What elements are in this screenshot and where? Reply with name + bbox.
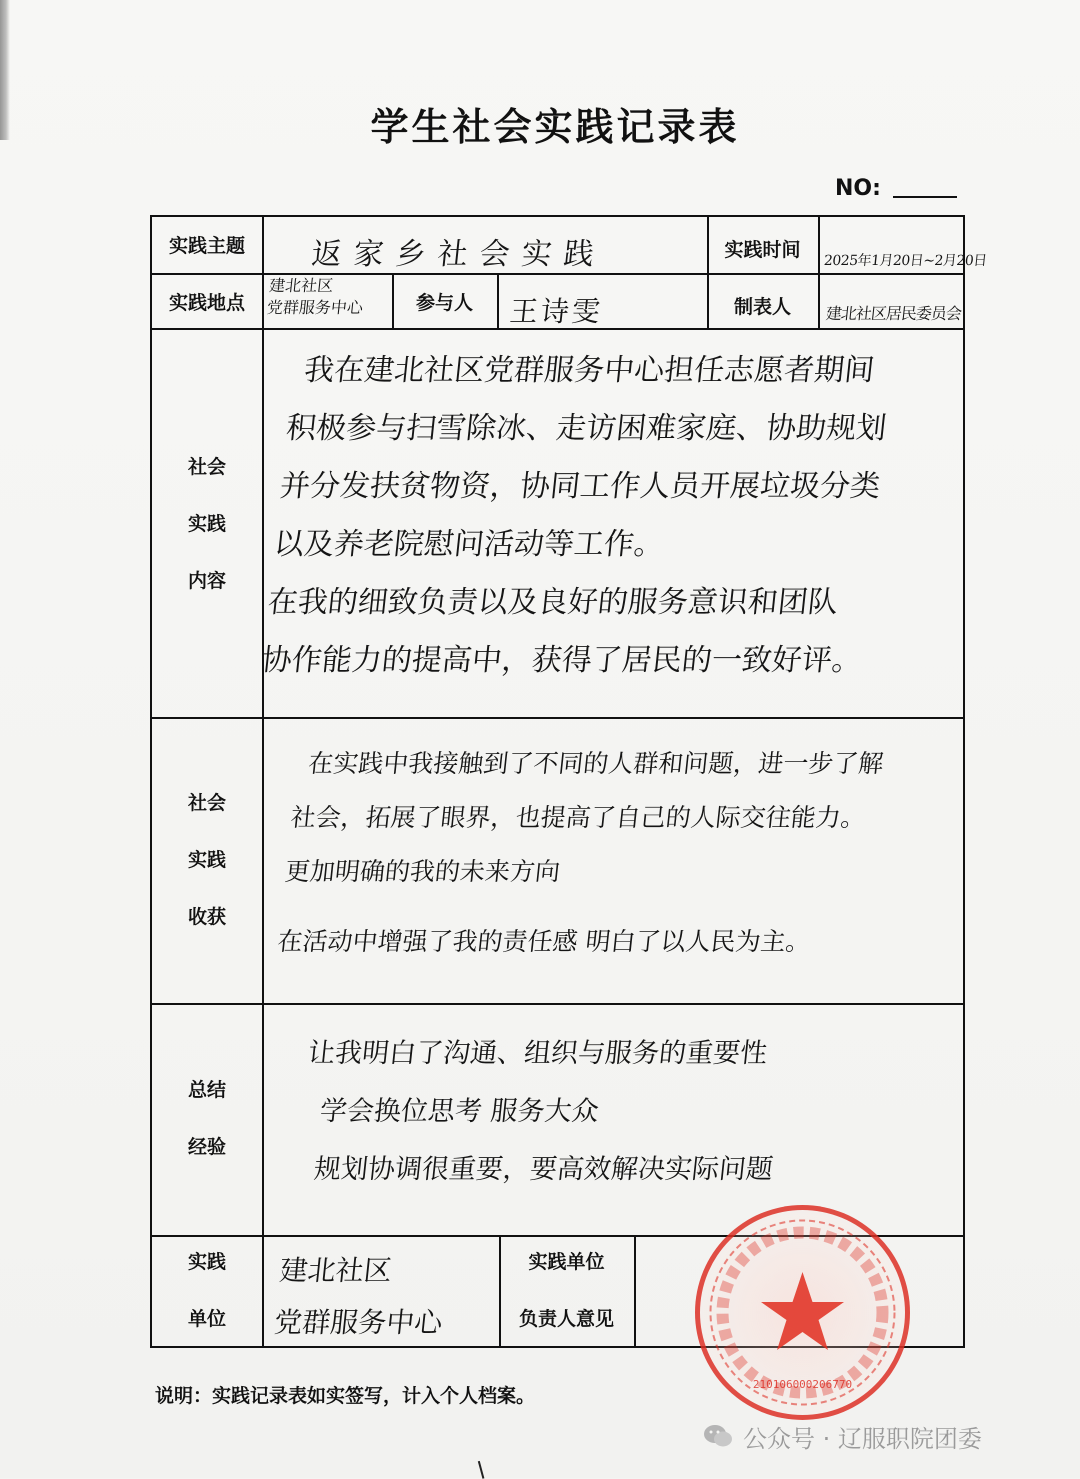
summary-label-line: 总结: [187, 1079, 226, 1101]
place-value-line: 党群服务中心: [265, 298, 364, 317]
summary-label: [152, 1062, 262, 1176]
unit-label-line: 单位: [187, 1308, 226, 1330]
record-form-table: [150, 215, 988, 1348]
participant-value: 王诗雯: [508, 295, 605, 328]
summary-label-line: 经验: [187, 1136, 226, 1158]
unit-opinion-label-line: 负责人意见: [518, 1308, 614, 1330]
official-seal-stamp: [695, 1205, 910, 1420]
column-divider: [818, 217, 820, 328]
column-divider: [634, 1235, 636, 1346]
maker-label: 制表人: [733, 296, 791, 318]
place-value: [266, 275, 367, 319]
place-value-line: 建北社区: [268, 276, 335, 295]
seal-graphic: [700, 1210, 905, 1415]
watermark: [703, 1419, 982, 1453]
content-label-line: 社会: [187, 456, 226, 478]
harvest-label-line: 收获: [187, 906, 226, 928]
label-column-divider: [262, 217, 264, 1346]
unit-opinion-label-line: 实践单位: [528, 1251, 605, 1273]
unit-label-line: 实践: [187, 1251, 226, 1273]
maker-value: 建北社区居民委员会: [824, 304, 962, 323]
summary-text: [293, 1025, 788, 1199]
content-line: 在我的细致负责以及良好的服务意识和团队: [266, 585, 840, 620]
seal-star-icon: [761, 1272, 844, 1350]
content-line: 我在建北社区党群服务中心担任志愿者期间: [302, 353, 877, 388]
number-label: NO:: [835, 176, 881, 201]
time-label: 实践时间: [724, 239, 801, 261]
row-divider: [152, 717, 963, 719]
content-line: 并分发扶贫物资，协同工作人员开展垃圾分类: [278, 469, 882, 504]
harvest-line: 社会，拓展了眼界，也提高了自己的人际交往能力。: [289, 803, 868, 832]
watermark-text: 公众号 · 辽服职院团委: [743, 1424, 982, 1453]
wechat-icon: [703, 1423, 733, 1449]
harvest-line: 在活动中增强了我的责任感 明白了以人民为主。: [276, 927, 813, 956]
row-divider: [152, 1003, 963, 1005]
harvest-label-line: 实践: [187, 849, 226, 871]
column-divider: [497, 273, 499, 328]
unit-label: [152, 1234, 262, 1348]
content-label-line: 内容: [187, 570, 226, 592]
theme-label: 实践主题: [168, 235, 245, 257]
summary-line: 让我明白了沟通、组织与服务的重要性: [306, 1038, 769, 1069]
content-line: 协作能力的提高中，获得了居民的一致好评。: [259, 643, 864, 678]
content-text: [259, 342, 896, 690]
content-label: [152, 439, 262, 610]
unit-opinion-label: [499, 1234, 634, 1348]
time-value: 2025年1月20日~2月20日: [823, 253, 988, 269]
theme-value: 返家乡社会实践: [309, 237, 608, 272]
instruction-note: 说明：实践记录表如实签写，计入个人档案。: [155, 1385, 536, 1407]
summary-line: 规划协调很重要，要高效解决实际问题: [312, 1154, 775, 1185]
harvest-line: 更加明确的我的未来方向: [283, 857, 562, 886]
content-label-line: 实践: [187, 513, 226, 535]
harvest-label-line: 社会: [187, 792, 226, 814]
scan-mark: [478, 1459, 490, 1478]
harvest-label: [152, 775, 262, 946]
unit-value-line: 建北社区: [278, 1254, 394, 1287]
content-line: 以及养老院慰问活动等工作。: [272, 527, 666, 562]
number-blank-line: [893, 196, 957, 198]
harvest-text: [275, 737, 886, 969]
unit-value: [272, 1245, 451, 1349]
participant-label: 参与人: [415, 292, 473, 314]
unit-value-line: 党群服务中心: [272, 1306, 445, 1339]
summary-line: 学会换位思考 服务大众: [318, 1096, 601, 1127]
seal-number: 210106000206770: [752, 1378, 853, 1391]
document-title: 学生社会实践记录表: [370, 105, 740, 149]
place-label: 实践地点: [168, 292, 245, 314]
content-line: 积极参与扫雪除冰、走访困难家庭、协助规划: [284, 411, 889, 446]
harvest-line: 在实践中我接触到了不同的人群和问题，进一步了解: [306, 749, 885, 778]
